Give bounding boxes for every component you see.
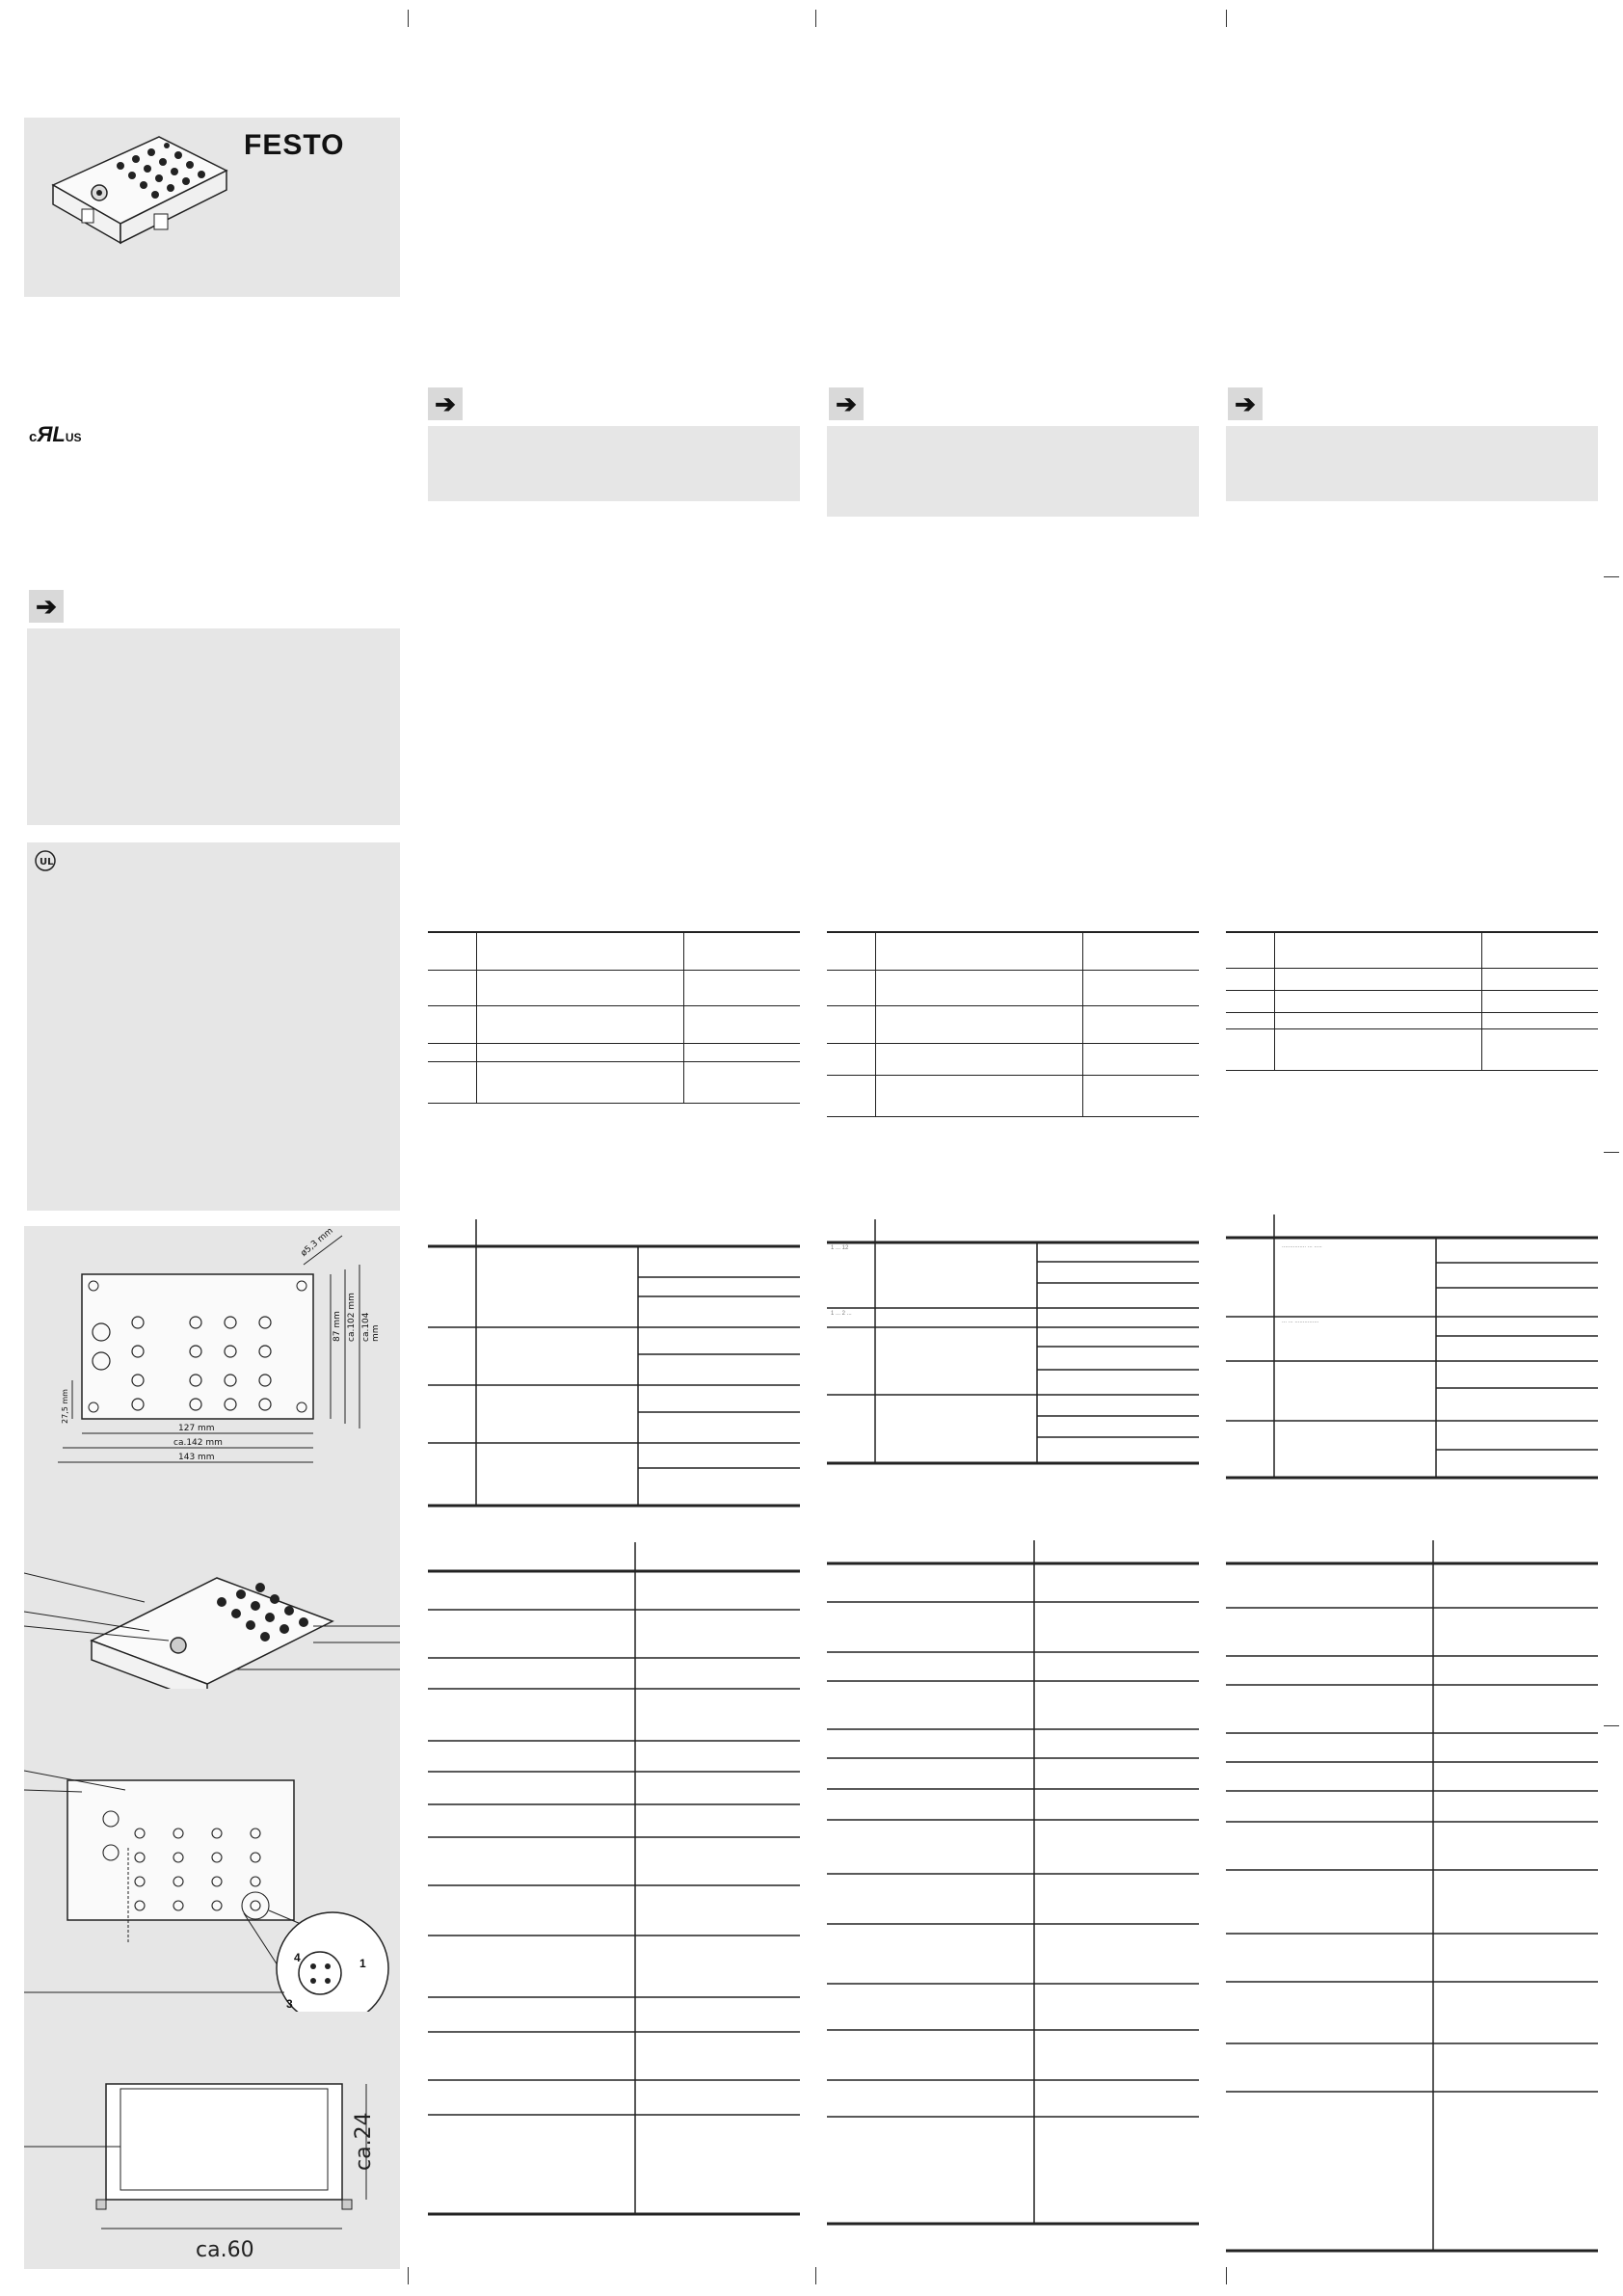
table-1c (1226, 931, 1598, 1071)
width-143-label: 143 mm (178, 1453, 215, 1462)
side-dim-label: 27,5 mm (61, 1389, 69, 1424)
table-2b (827, 1219, 1199, 1466)
technical-data-table-b (827, 1540, 1199, 2227)
table-1b (827, 931, 1199, 1117)
note-box-col3 (827, 426, 1199, 517)
height-104-label: ca.104 mm (361, 1312, 381, 1342)
table-2c (1226, 1215, 1598, 1481)
table-2a (428, 1219, 800, 1508)
ul-note-box (27, 842, 400, 1211)
crop-mark (408, 2267, 409, 2284)
crop-mark (1226, 10, 1227, 27)
note-box-col2 (428, 426, 800, 501)
cert-c-label: c (29, 429, 38, 445)
technical-data-table-a (428, 1542, 800, 2217)
width-127-label: 127 mm (178, 1424, 215, 1433)
isometric-view-drawing (24, 1535, 400, 1689)
drawings-panel (24, 1226, 400, 2269)
note-box (27, 628, 400, 825)
arrow-right-icon: ➔ (428, 387, 463, 420)
arrow-right-icon: ➔ (29, 590, 64, 623)
hole-diameter-label: ø5,3 mm (299, 1226, 335, 1259)
crop-mark (1226, 2267, 1227, 2284)
ca60-label: ca.60 (196, 2238, 254, 2262)
crop-mark (1604, 1152, 1619, 1153)
ul-certification-mark (29, 422, 82, 447)
svg-text:UL: UL (40, 857, 54, 868)
table-1a (428, 931, 800, 1104)
crop-mark (815, 10, 816, 27)
table-2b-row-label: 1 ... 2 ... (831, 1311, 852, 1317)
pin-3-label: 3 (286, 1997, 293, 2011)
front-view-drawing (24, 1761, 400, 2012)
table-2c-row-label: ... ... ............... (1282, 1319, 1319, 1324)
crop-mark (815, 2267, 816, 2284)
note-box-col4 (1226, 426, 1598, 501)
top-view-drawing (24, 1226, 400, 1515)
ul-logo-icon: ЯL (37, 422, 66, 446)
ca24-label: ca.24 (352, 2112, 376, 2171)
crop-mark (1604, 576, 1619, 577)
height-87-label: 87 mm (333, 1311, 342, 1342)
pin-4-label: 4 (294, 1951, 301, 1964)
pin-1-label: 1 (359, 1957, 366, 1970)
table-2b-row-label: 1 ... 12 (831, 1245, 849, 1251)
arrow-right-icon: ➔ (829, 387, 864, 420)
height-102-label: ca.102 mm (347, 1293, 357, 1342)
product-header-panel (24, 118, 400, 297)
festo-logo: FESTO (244, 129, 345, 161)
crop-mark (408, 10, 409, 27)
width-142-label: ca.142 mm (173, 1438, 223, 1448)
technical-data-table-c (1226, 1540, 1598, 2254)
arrow-right-icon: ➔ (1228, 387, 1263, 420)
cert-us-label: US (65, 431, 82, 444)
crop-mark (1604, 1725, 1619, 1726)
ul-circle-icon (33, 848, 58, 873)
table-2c-row-label: ............... ... ..... (1282, 1243, 1322, 1249)
